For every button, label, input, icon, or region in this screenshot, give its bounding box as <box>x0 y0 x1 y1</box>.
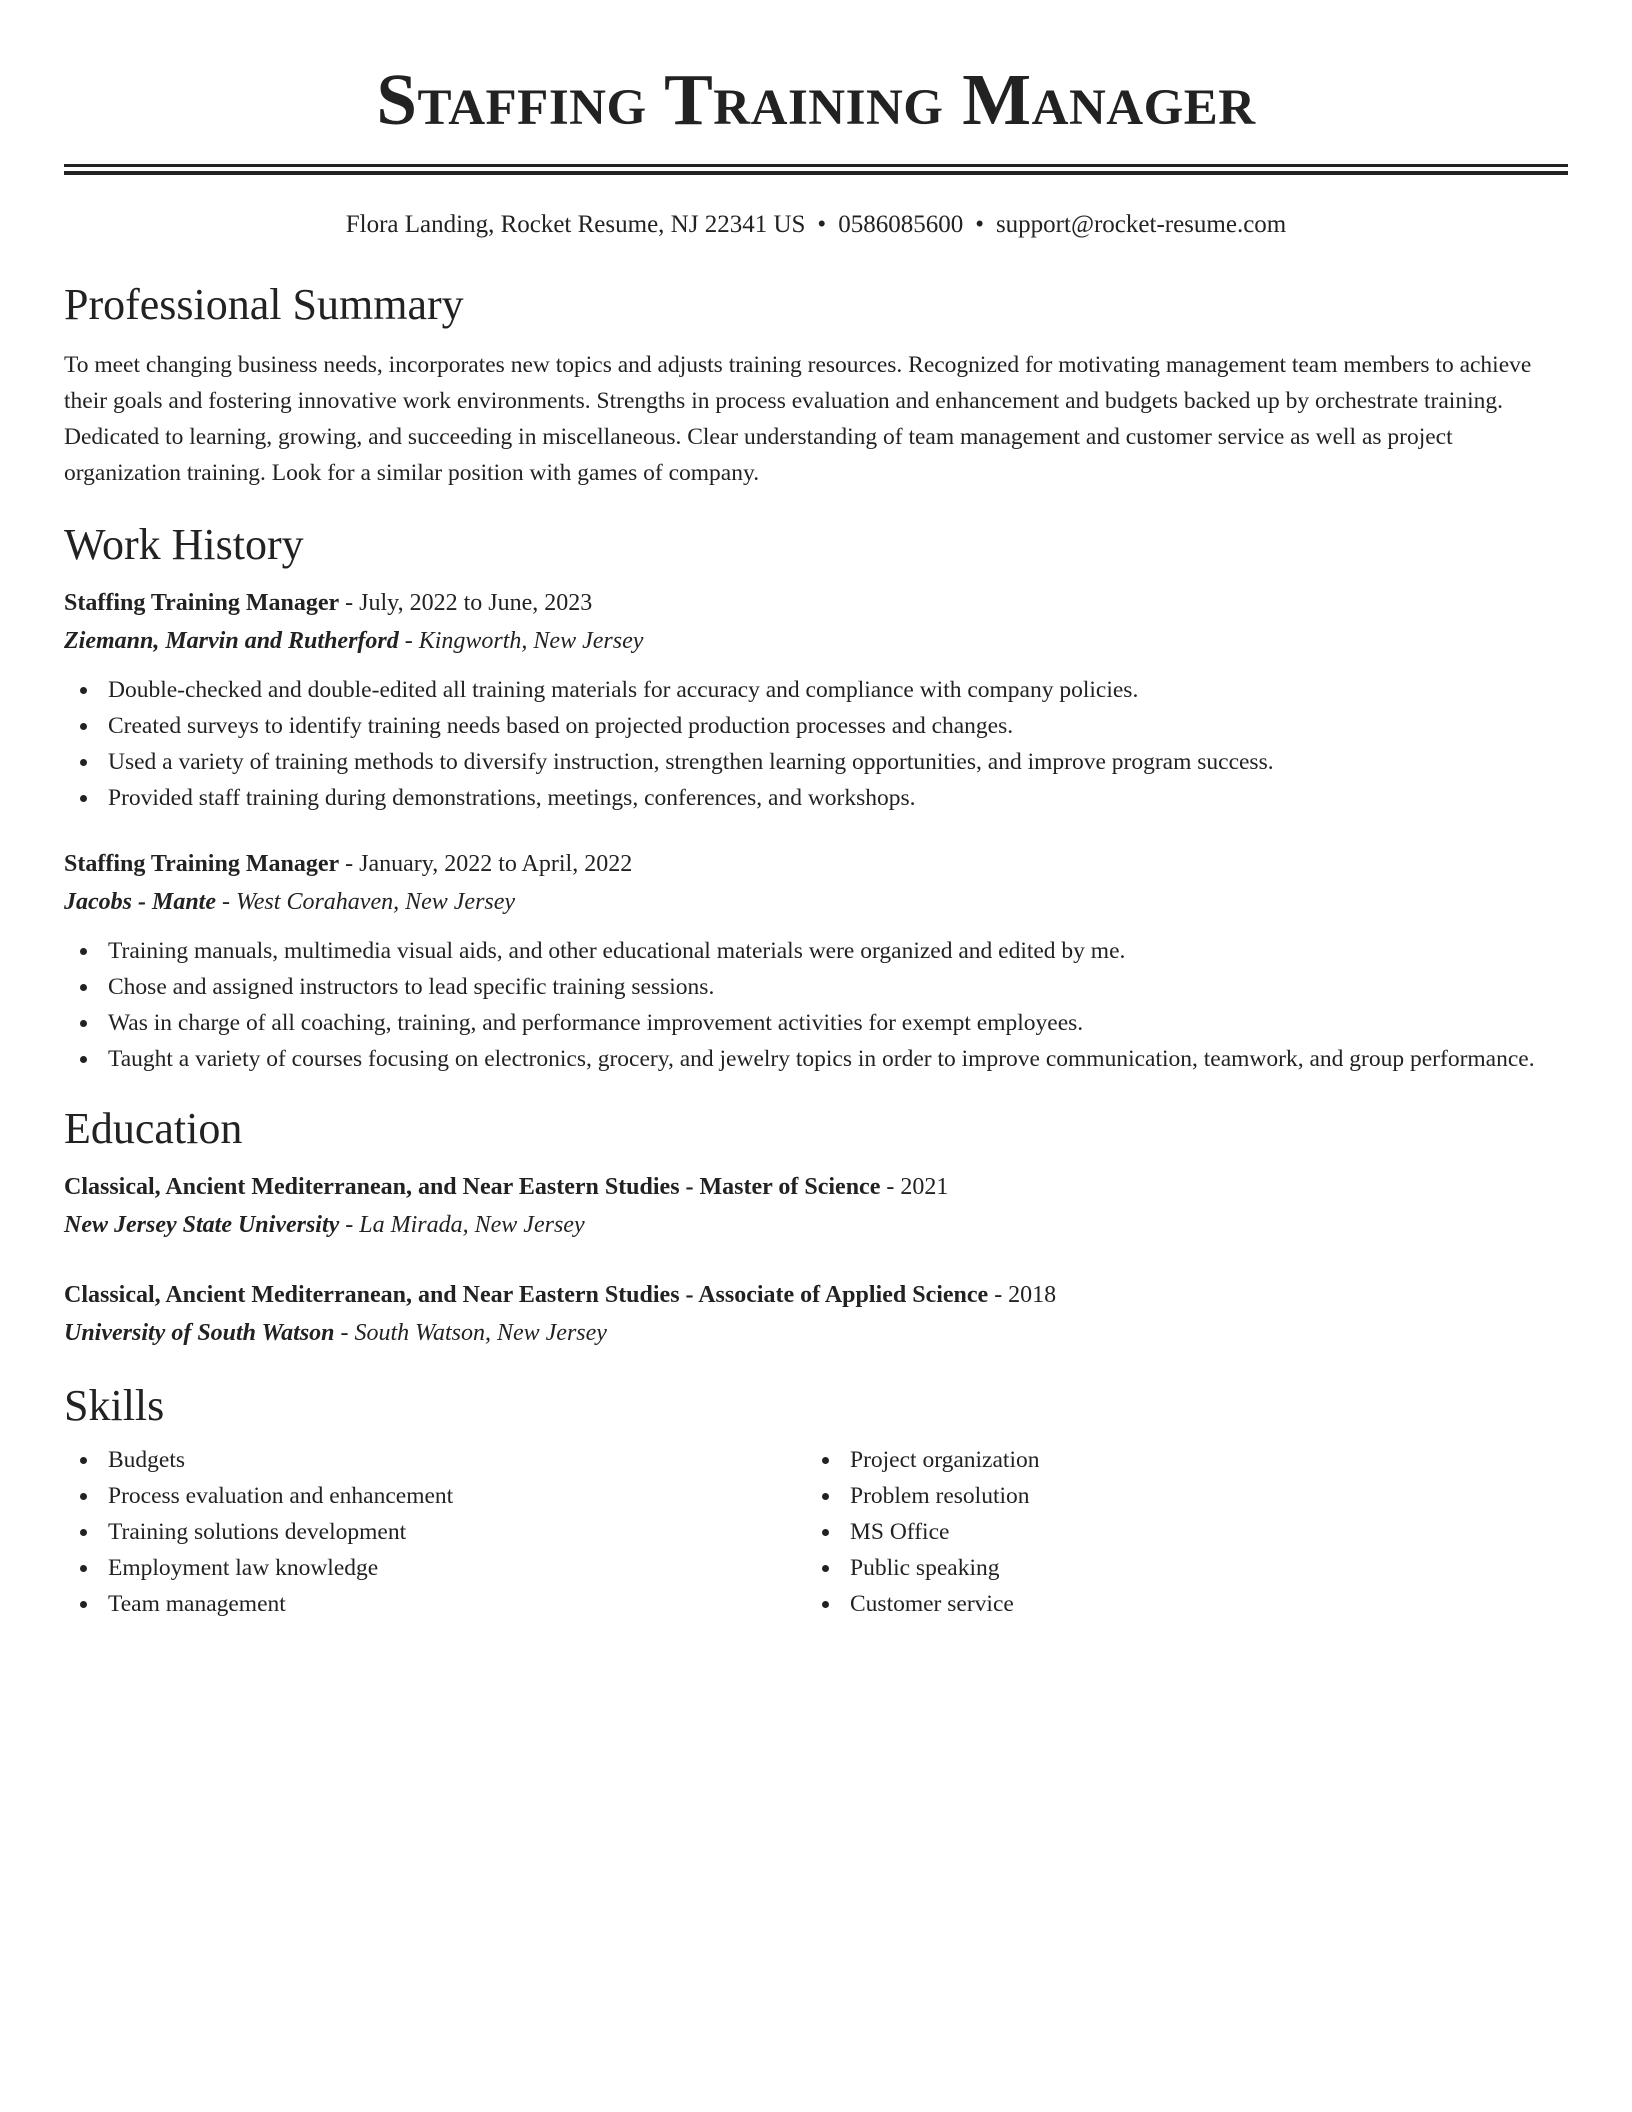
degree-year: - 2021 <box>880 1174 949 1200</box>
resume-name: Staffing Training Manager <box>376 59 1256 140</box>
education-entry <box>64 1277 1568 1352</box>
job-location: - West Corahaven, New Jersey <box>216 889 516 915</box>
job-title-line <box>64 846 1568 883</box>
school-location: - South Watson, New Jersey <box>334 1320 607 1346</box>
skill-item: Customer service <box>806 1586 1548 1622</box>
degree-name: Classical, Ancient Mediterranean, and Near Eastern Studies - Associate of Applied Science <box>64 1282 989 1308</box>
job-dates: - January, 2022 to April, 2022 <box>339 851 633 877</box>
skill-item: Process evaluation and enhancement <box>64 1478 806 1514</box>
job-bullet: Was in charge of all coaching, training, and performance improvement activities for exempt employees. <box>64 1005 1568 1041</box>
job-bullet: Training manuals, multimedia visual aids, and other educational materials were organized and edited by me. <box>64 933 1568 969</box>
job-bullet-list <box>64 672 1568 816</box>
degree-year: - 2018 <box>988 1282 1057 1308</box>
skills-list-right <box>806 1442 1548 1622</box>
skills-columns <box>64 1442 1568 1622</box>
degree-name: Classical, Ancient Mediterranean, and Near Eastern Studies - Master of Science <box>64 1174 881 1200</box>
job-company-line <box>64 622 1568 660</box>
skills-list-left <box>64 1442 806 1622</box>
skills-heading: Skills <box>64 1381 165 1430</box>
skill-item: Budgets <box>64 1442 806 1478</box>
job-company: Jacobs - Mante <box>64 889 216 915</box>
school-name: New Jersey State University <box>64 1212 340 1238</box>
contact-address: Flora Landing, Rocket Resume, NJ 22341 US <box>345 211 806 238</box>
job-company-line <box>64 883 1568 921</box>
job-bullet: Used a variety of training methods to diversify instruction, strengthen learning opportunities, and improve program success. <box>64 744 1568 780</box>
contact-separator: • <box>975 211 984 238</box>
summary-text: To meet changing business needs, incorporates new topics and adjusts training resources. Recognized for motivating management team members to achieve their goals and fostering innovative work environments. Strengths in process evaluation and enhancement and budgets backed up by orchestrate training. Dedicated to learning, growing, and succeeding in miscellaneous. Clear understanding of team management and customer service as well as project organization training. Look for a similar position with games of company. <box>64 352 1532 486</box>
job-bullet: Double-checked and double-edited all training materials for accuracy and compliance with company policies. <box>64 672 1568 708</box>
job-dates: - July, 2022 to June, 2023 <box>339 590 593 616</box>
skill-item: Training solutions development <box>64 1514 806 1550</box>
job-bullet: Chose and assigned instructors to lead specific training sessions. <box>64 969 1568 1005</box>
skill-item: Employment law knowledge <box>64 1550 806 1586</box>
contact-line <box>64 209 1568 241</box>
skill-item: MS Office <box>806 1514 1548 1550</box>
contact-email: support@rocket-resume.com <box>995 211 1287 238</box>
job-company: Ziemann, Marvin and Rutherford <box>64 628 399 654</box>
job-bullet: Taught a variety of courses focusing on electronics, grocery, and jewelry topics in order to improve communication, teamwork, and group performance. <box>64 1041 1568 1077</box>
job-bullet: Created surveys to identify training needs based on projected production processes and changes. <box>64 708 1568 744</box>
job-entry <box>64 585 1568 816</box>
education-entry <box>64 1169 1568 1244</box>
school-line <box>64 1314 1568 1352</box>
skill-item: Project organization <box>806 1442 1548 1478</box>
education-heading: Education <box>64 1104 243 1153</box>
contact-separator: • <box>817 211 827 238</box>
contact-phone: 0586085600 <box>838 211 964 238</box>
work-history-heading: Work History <box>64 520 304 569</box>
job-entry <box>64 846 1568 1077</box>
job-bullet: Provided staff training during demonstrations, meetings, conferences, and workshops. <box>64 780 1568 816</box>
degree-line <box>64 1169 1568 1206</box>
degree-line <box>64 1277 1568 1314</box>
skill-item: Public speaking <box>806 1550 1548 1586</box>
skill-item: Problem resolution <box>806 1478 1548 1514</box>
job-bullet-list <box>64 933 1568 1077</box>
school-name: University of South Watson <box>64 1320 335 1346</box>
job-role: Staffing Training Manager <box>64 851 340 877</box>
header-double-rule <box>64 164 1568 175</box>
job-role: Staffing Training Manager <box>64 590 340 616</box>
school-line <box>64 1206 1568 1244</box>
skill-item: Team management <box>64 1586 806 1622</box>
summary-heading: Professional Summary <box>64 280 464 329</box>
job-location: - Kingworth, New Jersey <box>398 628 644 654</box>
job-title-line <box>64 585 1568 622</box>
school-location: - La Mirada, New Jersey <box>339 1212 585 1238</box>
